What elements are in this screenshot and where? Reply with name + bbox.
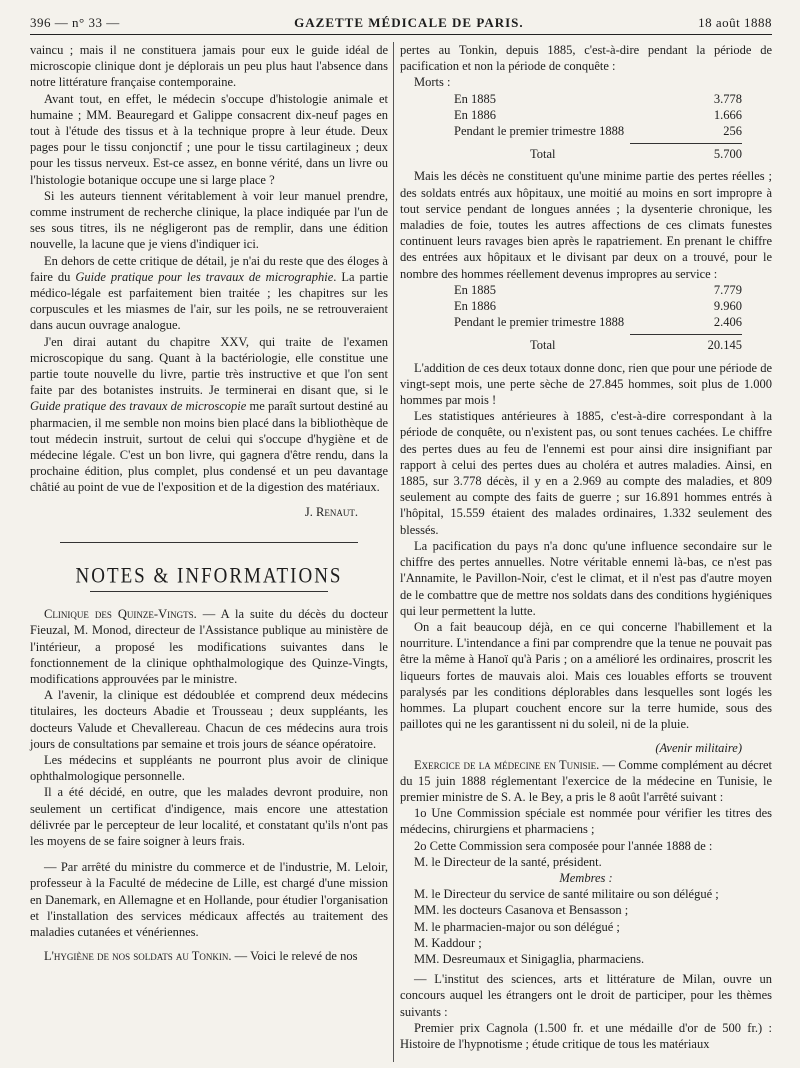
paragraph: La pacification du pays n'a donc qu'une influence secondaire sur le chiffre des pertes annuelles. Notre véritable ennemi là-bas, ce n'est pas l'Annamite, le Pavillon-Noir, c'est le climat, et il n'est pas d'autre moyen de le combattre que de mettre nos soldats dans des conditions hygiéniques qui leur permettent la lutte.	[400, 538, 772, 618]
column-divider	[393, 42, 394, 1062]
paragraph: pertes au Tonkin, depuis 1885, c'est-à-dire pendant la période de pacification et non la période de conquête :	[400, 43, 772, 74]
section-title: NOTES & INFORMATIONS	[75, 564, 343, 589]
paragraph: Mais les décès ne constituent qu'une minime partie des pertes réelles ; des soldats entrés aux hôpitaux, une moitié au moins en sort impropre à tout service pendant de longues années ; la dysenterie chronique, les maladies de foie, toutes les autres affections de ces climats funestes continuent leurs ravages bien après le rapatriement. En prenant le chiffre des entrées aux hôpitaux et le divisant par deux on a trouvé, pour le nombre des hommes réellement devenus impropres au service :	[400, 169, 772, 281]
paragraph: vaincu ; mais il ne constituera jamais pour eux le guide idéal de microscopie clinique dont je déplorais un peu plus haut l'absence dans notre littérature française contemporaine.	[30, 43, 388, 90]
list-item: M. Kaddour ;	[414, 935, 482, 950]
list-item: MM. les docteurs Casanova et Bensasson ;	[414, 903, 629, 918]
total-rule	[630, 143, 742, 144]
book-title: Guide pratique pour les travaux de micrographie	[75, 269, 334, 284]
issue-date: 18 août 1888	[698, 15, 772, 30]
list-item: M. le pharmacien-major ou son délégué ;	[414, 919, 620, 934]
list-item: M. le Directeur de la santé, président.	[414, 854, 602, 869]
right-column	[400, 42, 772, 1052]
table-row: En 1885 7.779	[454, 282, 742, 297]
members-heading: Membres :	[559, 870, 613, 885]
list-item: M. le Directeur du service de santé militaire ou son délégué ;	[414, 887, 719, 902]
paragraph: Les médecins et suppléants ne pourront plus avoir de clinique ophthalmologique personnelle.	[30, 752, 388, 784]
paragraph: Premier prix Cagnola (1.500 fr. et une médaille d'or de 500 fr.) : Histoire de l'hypnotisme ; étude critique de tous les matériaux	[400, 1020, 772, 1051]
paragraph: J'en dirai autant du chapitre XXV, qui traite de l'examen microscopique du sang. Quant à la bactériologie, elle constitue une partie toute nouvelle du livre, partie très instructive et que l'on sent faite par des botanistes instruits. Je terminerai en disant que, si le Guide pratique des travaux de microscopie me paraît surtout destiné au pharmacien, il me semble non moins bien placé dans la bibliothèque de tout médecin instruit, surtout de celui qui s'occupe d'hygiène et de médecine légale. C'est un bon livre, qui gagnera d'être rendu, dans la prochaine édition, plus complet, plus condensé et un peu davantage châtié au point de vue de l'exposition et de la digestion des matériaux.	[30, 334, 388, 495]
paragraph: L'addition de ces deux totaux donne donc, rien que pour une période de vingt-sept mois, une perte sèche de 27.845 hommes, soit plus de 1.000 hommes par mois !	[400, 360, 772, 408]
table-row: En 1886 9.960	[454, 299, 742, 314]
article: 1o Une Commission spéciale est nommée pour vérifier les titres des médecins, chirurgiens et pharmaciens ;	[400, 806, 772, 837]
paragraph: L'hygiène de nos soldats au Tonkin. — Voici le relevé de nos	[44, 949, 358, 964]
section-rule	[90, 591, 328, 592]
paragraph: Les statistiques antérieures à 1885, c'est-à-dire correspondant à la période de conquête, ou n'existent pas, ou sont tenues cachées. Le chiffre des pertes dues au feu de l'ennemi est pour ainsi dire insignifiant par rapport à celui des pertes dues au choléra et autres maladies. Ainsi, en 1885, sur 3.778 décès, il y en a 2.969 au compte des maladies, et 809 seulement au compte des faits de guerre ; sur 16.891 hommes entrés à l'hôpital, 15.559 étaient des malades ordinaires, 1.332 seulement des blessés.	[400, 409, 772, 537]
table-row: En 1886 1.666	[454, 107, 742, 122]
rubric: Exercice de la médecine en Tunisie.	[414, 757, 600, 772]
paragraph: Il a été décidé, en outre, que les malades devront produire, non seulement un certificat d'indigence, mais encore une attestation délivrée par le percepteur de leur localité, et constatant qu'ils n'ont pas les moyens de se faire soigner à leurs frais.	[30, 785, 388, 848]
table-row: Pendant le premier trimestre 1888 2.406	[454, 315, 742, 330]
paragraph: Exercice de la médecine en Tunisie. — Comme complément au décret du 15 juin 1888 réglementant l'exercice de la médecine en Tunisie, le premier ministre de S. A. le Bey, a pris le 8 août l'arrêté suivant :	[400, 757, 772, 804]
left-column	[30, 42, 388, 964]
table-row: En 1885 3.778	[454, 91, 742, 106]
table-total: Total 20.145	[530, 338, 742, 353]
list-item: MM. Desreumaux et Sinigaglia, pharmaciens.	[414, 951, 645, 966]
source-citation: (Avenir militaire)	[655, 741, 742, 756]
paragraph: — L'institut des sciences, arts et littérature de Milan, ouvre un concours auquel les étrangers ont le droit de participer, pour les thèmes suivants :	[400, 972, 772, 1019]
paragraph: Avant tout, en effet, le médecin s'occupe d'histologie animale et humaine ; MM. Beauregard et Galippe consacrent dix-neuf pages en tout à l'étude des tissus et à la technique propre à leur étude. Deux pages pour le tissu conjonctif ; une pour le tissu cartilagineux ; deux pour les tissus nerveux. Est-ce assez, en bonne vérité, dans un livre ou l'histologie botanique occupe une si large place ?	[30, 91, 388, 187]
page-header	[30, 12, 772, 35]
book-title: Guide pratique des travaux de microscopie	[30, 399, 247, 414]
table-row: Pendant le premier trimestre 1888 256	[454, 124, 742, 139]
table-total: Total 5.700	[530, 147, 742, 162]
rubric: Clinique des Quinze-Vingts.	[44, 607, 197, 622]
paragraph: Clinique des Quinze-Vingts. — A la suite du décès du docteur Fieuzal, M. Monod, directeur de l'Assistance publique au ministère de l'intérieur, a proposé les modifications suivantes dans le fonctionnement de la clinique ophthalmologique des Quinze-Vingts, modifications approuvées par le ministre.	[30, 607, 388, 686]
total-rule	[630, 334, 742, 335]
signature: J. Renaut.	[304, 504, 358, 519]
paragraph: En dehors de cette critique de détail, je n'ai du reste que des éloges à faire du Guide pratique pour les travaux de micrographie. La partie médico-légale est parfaitement bien traitée ; les chapitres sur les corpuscules et les miasmes de l'air, sur les poils, ne se retrouveraient dans aucun ouvrage analogue.	[30, 253, 388, 333]
journal-title: GAZETTE MÉDICALE DE PARIS.	[294, 15, 524, 30]
paragraph: On a fait beaucoup déjà, en ce qui concerne l'habillement et la nourriture. L'intendance a fini par comprendre que la tenue ne pouvait pas être la même à Hanoï qu'à Paris ; on a amélioré les ordinaires, proscrit les liqueurs fortes de mauvais aloi. Mais ces louables efforts se trouvent paralysés par les conditions déplorables dans lesquelles sont logés les hommes. La plupart couchent encore sur la terre humide, sous des paillotes qui ne les garantissent ni du soleil, ni de la pluie.	[400, 619, 772, 732]
section-rule	[60, 542, 358, 543]
table-heading: Morts :	[414, 75, 451, 90]
rubric: L'hygiène de nos soldats au Tonkin.	[44, 949, 232, 964]
paragraph: A l'avenir, la clinique est dédoublée et comprend deux médecins titulaires, les docteurs Abadie et Trousseau ; deux suppléants, les docteurs Valude et Chevallereau. Chacun de ces médecins aura trois jours de consultations par semaine et trois jours de séance opératoire.	[30, 688, 388, 751]
paragraph: Si les auteurs tiennent véritablement à voir leur manuel prendre, comme instrument de recherche clinique, la place indiquée par l'un de ses sous titres, ils ne négligeront pas de remplir, dans une édition nouvelle, la lacune que je viens d'indiquer ici.	[30, 188, 388, 252]
article: 2o Cette Commission sera composée pour l'année 1888 de :	[414, 838, 713, 853]
paragraph: — Par arrêté du ministre du commerce et de l'industrie, M. Leloir, professeur à la Faculté de médecine de Lille, est chargé d'une mission en Danemark, en Allemagne et en Hollande, pour étudier l'organisation et l'installation des services médicaux affectés au traitement des maladies cutanées et vénériennes.	[30, 860, 388, 939]
page-number: 396 — n° 33 —	[30, 15, 120, 30]
